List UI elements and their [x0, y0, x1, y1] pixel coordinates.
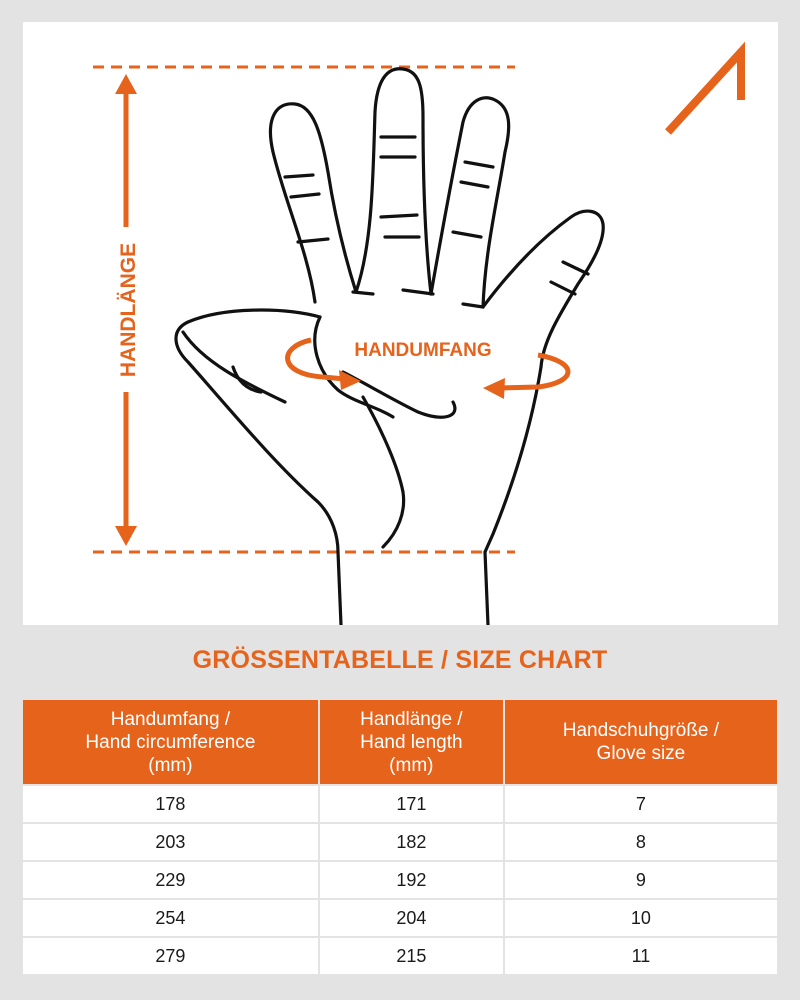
cell-glove-size: 7	[505, 786, 777, 822]
header-glove-size: Handschuhgröße / Glove size	[505, 700, 777, 784]
header-hand-circumference: Handumfang / Hand circumference (mm)	[23, 700, 318, 784]
cell-length: 215	[320, 938, 503, 974]
hand-circumference-label: HANDUMFANG	[354, 340, 492, 361]
table-row	[23, 900, 777, 936]
cell-length: 192	[320, 862, 503, 898]
circumference-arrow-right	[501, 355, 568, 388]
header-hand-length: Handlänge / Hand length (mm)	[320, 700, 503, 784]
cell-circumference: 229	[23, 862, 318, 898]
cell-circumference: 254	[23, 900, 318, 936]
table-header-row	[23, 700, 777, 784]
hand-length-label: HANDLÄNGE	[117, 242, 140, 378]
size-chart-title: GRÖSSENTABELLE / SIZE CHART	[192, 646, 608, 674]
cell-glove-size: 8	[505, 824, 777, 860]
size-chart-table	[21, 698, 779, 976]
cell-length: 204	[320, 900, 503, 936]
cell-length: 182	[320, 824, 503, 860]
cell-glove-size: 10	[505, 900, 777, 936]
cell-glove-size: 9	[505, 862, 777, 898]
table-row	[23, 862, 777, 898]
table-row	[23, 824, 777, 860]
cell-circumference: 203	[23, 824, 318, 860]
cell-length: 171	[320, 786, 503, 822]
circumference-arrowhead-right	[483, 378, 505, 399]
cell-circumference: 178	[23, 786, 318, 822]
cell-circumference: 279	[23, 938, 318, 974]
circumference-arrowhead-left	[339, 370, 361, 390]
table-row	[23, 938, 777, 974]
table-row	[23, 786, 777, 822]
cell-glove-size: 11	[505, 938, 777, 974]
chevron-slash-logo-icon	[668, 52, 741, 132]
hand-measurement-diagram	[23, 22, 778, 625]
